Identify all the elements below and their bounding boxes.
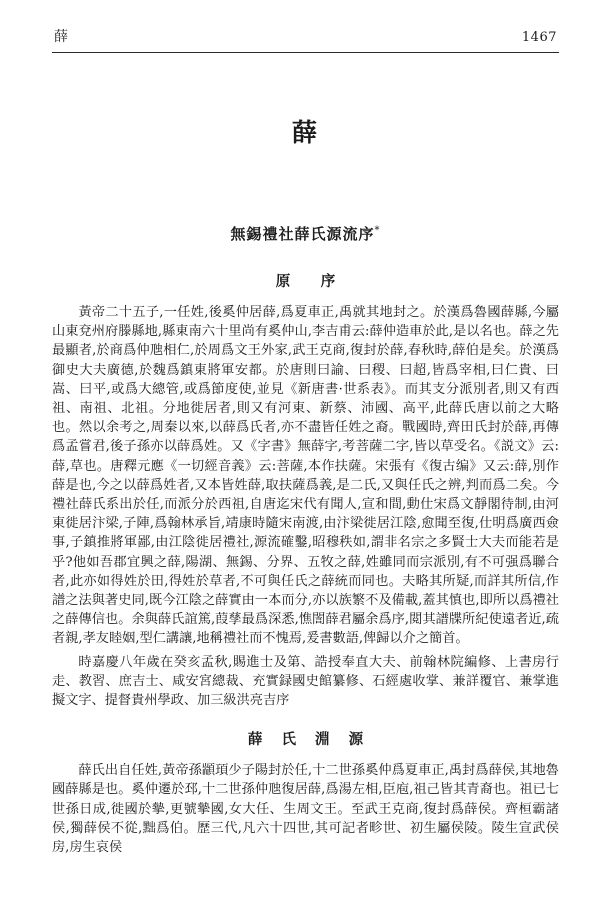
page-header [52, 26, 559, 53]
running-head: 薛 [54, 29, 69, 45]
paragraph: 薛氏出自任姓,黃帝孫顓頊少子陽封於任,十二世孫奚仲爲夏車正,禹封爲薛侯,其地魯國薛縣是也。奚仲遷於邳,十二世孫仲虺復居薛,爲湯左相,臣庖,祖己皆其青裔也。祖已七世孫日成,徙國於摰,更號摰國,女大任、生周文王。至武王克商,復封爲薛侯。齊桓霸諸侯,獨薛侯不從,黜爲伯。歷三代,凡六十四世,其可記者畛世、初生屬侯陵。陵生宣武侯房,房生哀侯 [52, 763, 559, 856]
page-title: 薛 [291, 118, 319, 147]
section-heading [52, 223, 559, 244]
section-heading-text: 無錫禮社薛氏源流序 [230, 225, 375, 243]
paragraph: 黃帝二十五子,一任姓,後奚仲居薛,爲夏車正,禹就其地封之。於漢爲魯國薛縣,今屬山東兗州府滕縣地,縣東南六十里尚有奚仲山,李吉甫云:薛仲造車於此,是以名也。薛之先最顯者,於商爲仲虺相仁,於周爲文王外家,武王克商,復封於薛,春秋時,薛伯是矣。於漢爲御史大夫廣德,於魏爲鎮東將軍安都。於唐則曰諭、曰稷、曰超,皆爲宰相,曰仁貴、曰嵩、曰平,或爲大總管,或爲節度使,並見《新唐書·世系表》。而其支分派別者,則又有西祖、南祖、北祖。分地徙居者,則又有河東、新蔡、沛國、高平,此薛氏唐以前之大略也。然以余考之,周秦以來,以薛爲氏者,亦不盡皆任姓之裔。戰國時,齊田氏封於薛,再傳爲孟嘗君,後子孫亦以薛爲姓。又《字書》無薛字,考菩薩二字,皆以草受名。《説文》云:薛,草也。唐釋元應《一切經音義》云:菩薩,本作扶薩。宋張有《復古编》又云:薛,別作薛是也,今之以薛爲姓者,又本皆姓薛,取扶薩爲義,是二氏,又與任氏之辨,判而爲二矣。今禮社薛氏系出於任,而派分於西祖,自唐迄宋代有聞人,宣和間,動仕宋爲文靜閣待制,由河東徙居汴梁,子陣,爲翰林承旨,靖康時隨宋南渡,由汴梁徙居江陰,愈聞至復,仕明爲廣西僉事,子鎮推將軍鄙,由江陰徙居禮社,源流確鑿,昭穆秩如,謂非名宗之多賢士大夫而能若是乎?他如吾郡宜興之薛,陽湖、無錫、分界、五牧之薛,姓雖同而宗派別,有不可强爲聯合者,此亦如得姓於田,得姓於草者,不可與任氏之薛統而同也。夫略其所疑,而詳其所信,作譜之法與著史同,既今江陰之薛實由一本而分,亦以族繁不及備載,蓋其慎也,即所以爲禮社之薛傳信也。余與薛氏誼篤,葭孳最爲深悉,憔誾薛君屬余爲序,閲其譜牒所紀使遠者近,疏者親,孝友睦姻,型仁講讓,地稱禮社而不愧焉,爰書數語,俾歸以介之簡首。 [52, 305, 559, 647]
section-subheading: 原 序 [275, 273, 344, 290]
footnote-marker: * [374, 225, 381, 236]
section-body [52, 303, 559, 710]
section-body-2 [52, 761, 559, 857]
paragraph: 時嘉慶八年歲在癸亥孟秋,賜進士及第、誥授奉直大夫、前翰林院編修、上書房行走、教習、庶吉士、咸安宮總裁、充實録國史館纂修、石經處收掌、兼詳覆官、兼掌進擬文字、提督貴州學政、加三級洪亮吉序 [52, 654, 559, 709]
section-heading-2: 薛 氏 淵 源 [247, 731, 371, 749]
page-number: 1467 [521, 30, 557, 45]
